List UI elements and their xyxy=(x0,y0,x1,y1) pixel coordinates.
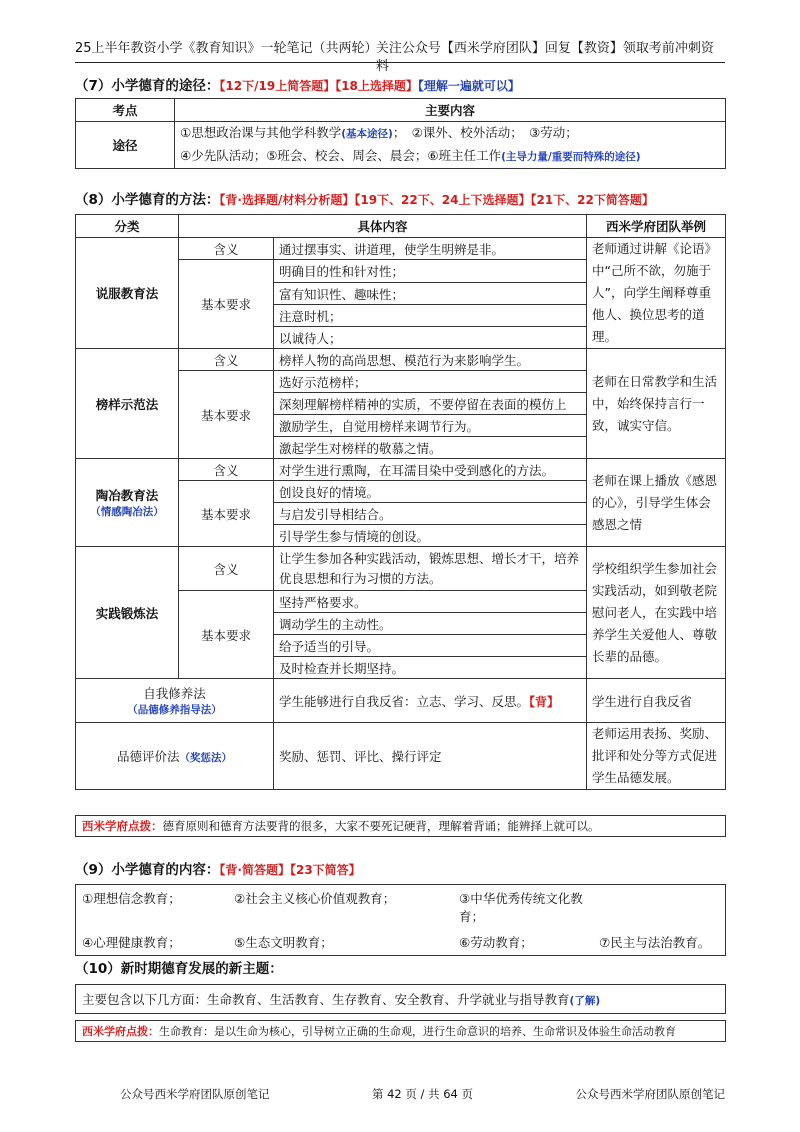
section-10-title: （10）新时期德育发展的新主题： xyxy=(75,961,283,977)
m2-req: 深刻理解榜样精神的实质，不要停留在表面的模仿上 xyxy=(274,393,587,415)
content-item: ③中华优秀传统文化教育； xyxy=(459,891,583,924)
m1-example: 老师通过讲解《论语》中“己所不欲，勿施于人”，向学生阐释尊重他人、换位思考的道理。 xyxy=(587,238,726,349)
req-label: 基本要求 xyxy=(179,260,274,349)
tip-box-10: 西米学府点拨：生命教育：是以生命为核心，引导树立正确的生命观，进行生命意识的培养、生命常识及体验生命活动教育 xyxy=(75,1020,726,1042)
m1-req: 以诚待人； xyxy=(274,327,587,349)
col-example: 西米学府团队举例 xyxy=(587,215,726,238)
col-main-content: 主要内容 xyxy=(175,99,726,122)
col-content: 具体内容 xyxy=(179,215,587,238)
m4-req: 坚持严格要求。 xyxy=(274,591,587,613)
section-10-box: 主要包含以下几方面：生命教育、生活教育、生存教育、安全教育、升学就业与指导教育(了解) xyxy=(75,984,726,1014)
col-category: 分类 xyxy=(76,215,179,238)
m2-meaning: 榜样人物的高尚思想、模范行为来影响学生。 xyxy=(274,349,587,371)
route-content: ①思想政治课与其他学科教学(基本途径)； ②课外、校外活动； ③劳动； ④少先队活动；⑤班会、校会、周会、晨会；⑥班主任工作(主导力量/重要而特殊的途径) xyxy=(175,122,726,169)
m1-req: 注意时机； xyxy=(274,305,587,327)
page-footer xyxy=(120,1086,725,1102)
method-name-practice: 实践锻炼法 xyxy=(76,547,179,679)
section-7-table xyxy=(75,98,726,169)
content-item: ⑥劳动教育； xyxy=(459,935,533,950)
m6-example: 老师运用表扬、奖励、批评和处分等方式促进学生品德发展。 xyxy=(587,723,726,790)
m4-meaning: 让学生参加各种实践活动，锻炼思想、增长才干，培养优良思想和行为习惯的方法。 xyxy=(274,547,587,591)
content-item: ⑦民主与法治教育。 xyxy=(599,935,711,950)
content-item: ④心理健康教育； xyxy=(82,935,181,950)
footer-right: 公众号西米学府团队原创笔记 xyxy=(575,1087,725,1101)
header-left: 25上半年教资小学《教育知识》一轮笔记（共两轮） xyxy=(75,41,378,56)
content-item xyxy=(599,889,733,925)
m2-req: 选好示范榜样； xyxy=(274,371,587,393)
section-9-title: （9）小学德育的内容：【背·简答题】【23下简答】 xyxy=(75,862,361,878)
m3-example: 老师在课上播放《感恩的心》，引导学生体会感恩之情 xyxy=(587,459,726,547)
col-kaodian: 考点 xyxy=(76,99,175,122)
content-item: ⑤生态文明教育； xyxy=(234,935,333,950)
method-name-edification: 陶冶教育法 （情感陶冶法） xyxy=(76,459,179,547)
m5-example: 学生进行自我反省 xyxy=(587,679,726,723)
req-label: 基本要求 xyxy=(179,481,274,547)
m4-req: 给予适当的引导。 xyxy=(274,635,587,657)
method-name-self-cultivation: 自我修养法 （品德修养指导法） xyxy=(76,679,274,723)
footer-left: 公众号西米学府团队原创笔记 xyxy=(120,1087,270,1101)
row-label-route: 途径 xyxy=(76,122,175,169)
page-number: 第 42 页 / 共 64 页 xyxy=(371,1087,474,1101)
m6-content: 奖励、惩罚、评比、操行评定 xyxy=(274,723,587,790)
method-name-role-model: 榜样示范法 xyxy=(76,349,179,459)
req-label: 基本要求 xyxy=(179,371,274,459)
meaning-label: 含义 xyxy=(179,459,274,481)
tip-box-8: 西米学府点拨：德育原则和德育方法要背的很多，大家不要死记硬背，理解着背诵；能辨择上就可以。 xyxy=(75,815,726,837)
meaning-label: 含义 xyxy=(179,238,274,260)
section-7-title: （7）小学德育的途径：【12下/19上简答题】【18上选择题】【理解一遍就可以】 xyxy=(75,78,520,94)
req-label: 基本要求 xyxy=(179,591,274,679)
content-item: ①理想信念教育； xyxy=(82,891,181,906)
m4-req: 调动学生的主动性。 xyxy=(274,613,587,635)
m3-req: 创设良好的情境。 xyxy=(274,481,587,503)
m1-req: 富有知识性、趣味性； xyxy=(274,283,587,305)
section-9-box xyxy=(75,884,726,956)
section-8-title: （8）小学德育的方法：【背·选择题/材料分析题】【19下、22下、24上下选择题】【21下、22下简答题】 xyxy=(75,192,654,208)
header-right: 关注公众号【西米学府团队】回复【教资】领取考前冲刺资料 xyxy=(375,41,714,74)
m1-req: 明确目的性和针对性； xyxy=(274,260,587,283)
page-header xyxy=(75,40,725,74)
m2-req: 激励学生，自觉用榜样来调节行为。 xyxy=(274,415,587,437)
method-name-moral-evaluation: 品德评价法（奖惩法） xyxy=(76,723,274,790)
m3-req: 引导学生参与情境的创设。 xyxy=(274,525,587,547)
m1-meaning: 通过摆事实、讲道理，使学生明辨是非。 xyxy=(274,238,587,260)
method-name-persuasion: 说服教育法 xyxy=(76,238,179,349)
m3-meaning: 对学生进行熏陶，在耳濡目染中受到感化的方法。 xyxy=(274,459,587,481)
m2-req: 激起学生对榜样的敬慕之情。 xyxy=(274,437,587,459)
m4-example: 学校组织学生参加社会实践活动，如到敬老院慰问老人，在实践中培养学生关爱他人、尊敬长辈的品德。 xyxy=(587,547,726,679)
m4-req: 及时检查并长期坚持。 xyxy=(274,657,587,679)
m3-req: 与启发引导相结合。 xyxy=(274,503,587,525)
section-8-table xyxy=(75,214,726,790)
m2-example: 老师在日常教学和生活中，始终保持言行一致，诚实守信。 xyxy=(587,349,726,459)
content-item: ②社会主义核心价值观教育； xyxy=(234,891,396,906)
meaning-label: 含义 xyxy=(179,349,274,371)
meaning-label: 含义 xyxy=(179,547,274,591)
m5-content: 学生能够进行自我反省：立志、学习、反思。【背】 xyxy=(274,679,587,723)
